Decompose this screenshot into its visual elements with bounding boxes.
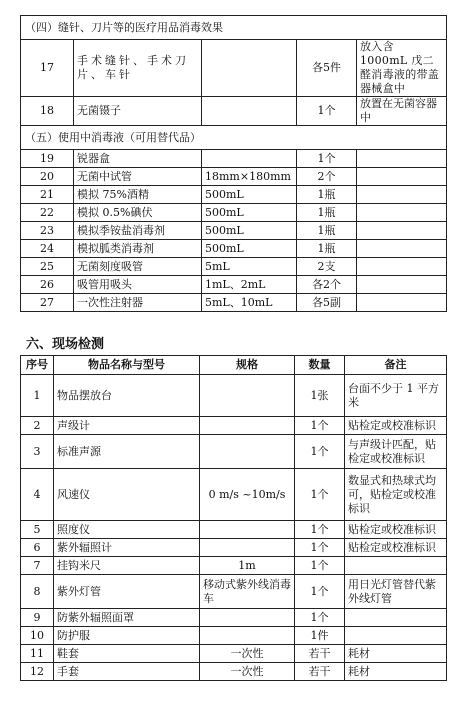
cell-spec: 1mL、2mL <box>202 276 297 294</box>
table-row <box>21 645 447 663</box>
cell-name: 声级计 <box>54 417 200 435</box>
cell-no: 5 <box>21 521 54 539</box>
cell-note <box>357 204 447 222</box>
cell-name: 紫外灯管 <box>54 575 200 609</box>
table-row <box>21 276 447 294</box>
cell-qty: 1个 <box>297 150 357 168</box>
header-cell-qty: 数量 <box>295 356 345 375</box>
cell-name: 手术缝针、手术刀片、车针 <box>74 40 202 97</box>
cell-name: 模拟季铵盐消毒剂 <box>74 222 202 240</box>
cell-spec: 一次性 <box>200 645 295 663</box>
header-cell-spec: 规格 <box>200 356 295 375</box>
cell-note: 耗材 <box>345 645 447 663</box>
cell-note <box>357 186 447 204</box>
table-row <box>21 627 447 645</box>
cell-no: 6 <box>21 539 54 557</box>
cell-no: 11 <box>21 645 54 663</box>
cell-qty: 若干 <box>295 645 345 663</box>
cell-note: 放入含 1000mL 戊二醛消毒液的带盖器械盒中 <box>357 40 447 97</box>
cell-qty: 1瓶 <box>297 240 357 258</box>
cell-note: 贴检定或校准标识 <box>345 417 447 435</box>
cell-no: 21 <box>21 186 74 204</box>
cell-no: 10 <box>21 627 54 645</box>
cell-qty: 1瓶 <box>297 204 357 222</box>
cell-note: 台面不少于 1 平方米 <box>345 375 447 417</box>
cell-note <box>345 609 447 627</box>
cell-qty: 若干 <box>295 663 345 681</box>
cell-note <box>357 222 447 240</box>
cell-no: 12 <box>21 663 54 681</box>
section-title: （四）缝针、刀片等的医疗用品消毒效果 <box>21 16 447 40</box>
table-row <box>21 97 447 126</box>
cell-name: 防紫外辐照面罩 <box>54 609 200 627</box>
cell-qty: 1个 <box>295 521 345 539</box>
table-row <box>21 557 447 575</box>
cell-note <box>357 150 447 168</box>
cell-qty: 1个 <box>295 539 345 557</box>
cell-name: 模拟 75%酒精 <box>74 186 202 204</box>
cell-qty: 1个 <box>297 97 357 126</box>
cell-spec: 500mL <box>202 222 297 240</box>
cell-no: 22 <box>21 204 74 222</box>
cell-spec: 0 m/s ~10m/s <box>200 469 295 521</box>
cell-name: 模拟 0.5%碘伏 <box>74 204 202 222</box>
cell-name: 无菌中试管 <box>74 168 202 186</box>
cell-spec: 移动式紫外线消毒车 <box>200 575 295 609</box>
cell-note: 数显式和热球式均可，贴检定或校准标识 <box>345 469 447 521</box>
cell-no: 19 <box>21 150 74 168</box>
cell-no: 9 <box>21 609 54 627</box>
cell-spec <box>202 97 297 126</box>
cell-name: 无菌镊子 <box>74 97 202 126</box>
cell-no: 7 <box>21 557 54 575</box>
section-title-row <box>21 16 447 40</box>
cell-note <box>345 557 447 575</box>
cell-note <box>357 294 447 312</box>
cell-name: 照度仪 <box>54 521 200 539</box>
table-row <box>21 186 447 204</box>
cell-spec: 一次性 <box>200 663 295 681</box>
equipment-table-upper <box>20 15 447 312</box>
section-title: （五）使用中消毒液（可用替代品） <box>21 126 447 150</box>
cell-no: 24 <box>21 240 74 258</box>
cell-name: 标准声源 <box>54 435 200 469</box>
cell-name: 物品摆放台 <box>54 375 200 417</box>
cell-spec <box>200 627 295 645</box>
cell-qty: 1件 <box>295 627 345 645</box>
cell-note <box>345 627 447 645</box>
cell-spec <box>200 521 295 539</box>
cell-spec: 500mL <box>202 186 297 204</box>
cell-note <box>357 258 447 276</box>
header-cell-note: 备注 <box>345 356 447 375</box>
table-row <box>21 40 447 97</box>
cell-qty: 1个 <box>295 575 345 609</box>
cell-qty: 1个 <box>295 557 345 575</box>
cell-spec: 500mL <box>202 240 297 258</box>
table-row <box>21 168 447 186</box>
cell-no: 23 <box>21 222 74 240</box>
section-title-row <box>21 126 447 150</box>
section-heading-onsite-testing: 六、现场检测 <box>26 337 105 352</box>
cell-qty: 各5副 <box>297 294 357 312</box>
cell-spec <box>200 609 295 627</box>
table-row <box>21 575 447 609</box>
cell-qty: 各5件 <box>297 40 357 97</box>
cell-qty: 1瓶 <box>297 222 357 240</box>
cell-no: 17 <box>21 40 74 97</box>
cell-name: 紫外辐照计 <box>54 539 200 557</box>
cell-no: 4 <box>21 469 54 521</box>
cell-spec: 1m <box>200 557 295 575</box>
cell-note: 耗材 <box>345 663 447 681</box>
cell-qty: 1张 <box>295 375 345 417</box>
cell-no: 25 <box>21 258 74 276</box>
cell-no: 8 <box>21 575 54 609</box>
cell-no: 18 <box>21 97 74 126</box>
header-cell-no: 序号 <box>21 356 54 375</box>
onsite-testing-table <box>20 355 447 681</box>
table-row <box>21 294 447 312</box>
cell-note: 贴检定或校准标识 <box>345 521 447 539</box>
cell-qty: 2支 <box>297 258 357 276</box>
cell-no: 26 <box>21 276 74 294</box>
cell-spec <box>200 375 295 417</box>
cell-qty: 1个 <box>295 435 345 469</box>
cell-spec <box>202 150 297 168</box>
table-row <box>21 417 447 435</box>
table-row <box>21 258 447 276</box>
table-row <box>21 150 447 168</box>
cell-name: 一次性注射器 <box>74 294 202 312</box>
header-row <box>21 356 447 375</box>
cell-spec: 5mL <box>202 258 297 276</box>
table-row <box>21 204 447 222</box>
cell-qty: 1个 <box>295 417 345 435</box>
cell-name: 锐器盒 <box>74 150 202 168</box>
cell-spec <box>200 435 295 469</box>
table-row <box>21 521 447 539</box>
cell-name: 防护服 <box>54 627 200 645</box>
cell-name: 手套 <box>54 663 200 681</box>
cell-spec <box>200 539 295 557</box>
cell-note: 与声级计匹配，贴检定或校准标识 <box>345 435 447 469</box>
cell-note <box>357 276 447 294</box>
cell-name: 无菌刻度吸管 <box>74 258 202 276</box>
cell-note: 放置在无菌容器中 <box>357 97 447 126</box>
cell-spec: 5mL、10mL <box>202 294 297 312</box>
table-row <box>21 240 447 258</box>
cell-name: 鞋套 <box>54 645 200 663</box>
table-row <box>21 469 447 521</box>
cell-no: 1 <box>21 375 54 417</box>
cell-note: 用日光灯管替代紫外线灯管 <box>345 575 447 609</box>
cell-note <box>357 168 447 186</box>
cell-name: 挂钩米尺 <box>54 557 200 575</box>
cell-name: 吸管用吸头 <box>74 276 202 294</box>
header-cell-name: 物品名称与型号 <box>54 356 200 375</box>
cell-note: 贴检定或校准标识 <box>345 539 447 557</box>
cell-no: 3 <box>21 435 54 469</box>
cell-qty: 1瓶 <box>297 186 357 204</box>
cell-no: 27 <box>21 294 74 312</box>
cell-no: 20 <box>21 168 74 186</box>
cell-qty: 各2个 <box>297 276 357 294</box>
cell-qty: 1个 <box>295 609 345 627</box>
cell-note <box>357 240 447 258</box>
cell-spec: 500mL <box>202 204 297 222</box>
table-row <box>21 435 447 469</box>
cell-spec: 18mm×180mm <box>202 168 297 186</box>
cell-no: 2 <box>21 417 54 435</box>
table-row <box>21 609 447 627</box>
table-row <box>21 539 447 557</box>
cell-spec <box>200 417 295 435</box>
table-row <box>21 222 447 240</box>
cell-name: 模拟胍类消毒剂 <box>74 240 202 258</box>
cell-qty: 2个 <box>297 168 357 186</box>
cell-name: 风速仪 <box>54 469 200 521</box>
table-row <box>21 375 447 417</box>
cell-qty: 1个 <box>295 469 345 521</box>
table-row <box>21 663 447 681</box>
cell-spec <box>202 40 297 97</box>
